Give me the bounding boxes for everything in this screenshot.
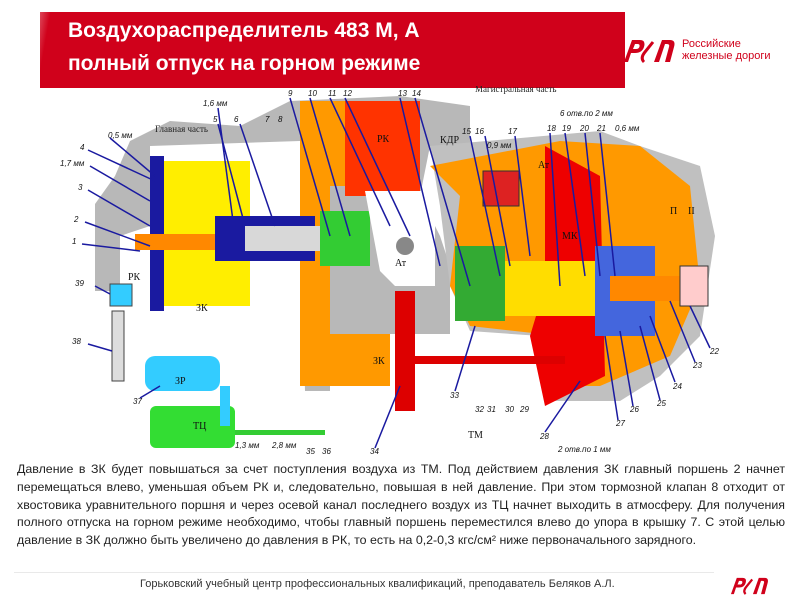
valve-39 [110,284,132,306]
callout-13: 13 [398,89,407,98]
callout-4: 4 [80,143,85,152]
callout-14: 14 [412,89,421,98]
label-at-top: Ат [538,160,550,171]
callout-15: 15 [462,127,471,136]
callout-36: 36 [322,447,331,456]
callout-2: 2 [74,215,79,224]
callout-0-9mm-top: 0,9 мм [487,141,512,150]
label-p: П [670,206,678,217]
brand-line-2: железные дороги [682,50,771,62]
callout-7: 7 [265,115,270,124]
callout-0-6mm: 0,6 мм [615,124,640,133]
right-cap [680,266,708,306]
label-ii: II [688,206,695,217]
callout-32: 32 [475,405,484,414]
callout-27: 27 [616,419,625,428]
callout-11: 11 [328,89,337,98]
label-kdr: КДР [440,135,460,146]
callout-0-5mm: 0,5 мм [108,131,133,140]
label-at-mid: Ат [395,258,407,269]
callout-1: 1 [72,237,77,246]
callout-16: 16 [475,127,484,136]
callout-2-8mm: 2,8 мм [272,441,297,450]
callout-25: 25 [657,399,666,408]
label-tc: ТЦ [193,421,207,432]
piston-rod [245,226,320,251]
callout-9: 9 [288,89,293,98]
label-tm: ТМ [468,430,483,441]
air-distributor-diagram [0,86,800,458]
callout-26: 26 [630,405,639,414]
callout-24: 24 [673,382,682,391]
tm-pipe-red [395,291,415,411]
callout-31: 31 [487,405,496,414]
footer [0,570,800,600]
callout-30: 30 [505,405,514,414]
callout-6: 6 [234,115,239,124]
label-zk-main: ЗК [196,303,208,314]
trunk-green-valve [455,246,505,321]
callout-37: 37 [133,397,142,406]
callout-10: 10 [308,89,317,98]
main-part-label: Главная часть [155,124,209,134]
label-rk-left: РК [128,272,141,283]
kdr-valve [483,171,519,206]
callout-6-holes: 6 отв.по 2 мм [560,109,613,118]
callout-35: 35 [306,447,315,456]
footer-text: Горьковский учебный центр профессиональных квалификаций, преподаватель Беляков А.Л. [140,578,615,590]
footer-divider [14,572,714,573]
valve-38-stem [112,311,124,381]
label-rk-top: РК [377,134,390,145]
title-line-1: Воздухораспределитель 483 М, А [68,19,420,42]
callout-20: 20 [580,124,589,133]
rzd-footer-logo-icon [726,575,774,597]
callout-17: 17 [508,127,517,136]
title-line-2: полный отпуск на горном режиме [68,52,421,75]
callout-19: 19 [562,124,571,133]
callout-39: 39 [75,279,84,288]
callout-1-6mm: 1,6 мм [203,99,228,108]
callout-18: 18 [547,124,556,133]
callout-12: 12 [343,89,352,98]
trunk-yellow-core [500,261,610,316]
callout-3: 3 [78,183,83,192]
brand-block [620,36,795,68]
callout-34: 34 [370,447,379,456]
callout-22: 22 [710,347,719,356]
callout-21: 21 [597,124,606,133]
label-zr: ЗР [175,376,186,387]
callout-33: 33 [450,391,459,400]
callout-1-7mm: 1,7 мм [60,159,85,168]
tm-line-bottom [415,356,565,364]
callout-38: 38 [72,337,81,346]
label-mk: МК [562,231,578,242]
description-paragraph: Давление в ЗК будет повышаться за счет поступления воздуха из ТМ. Под действием давления ЗК главный поршень 2 начнет перемещаться влево, уменьшая объем РК и, следовательно, повышая в ней давление. При этом тормозной клапан 8 отходит от хвостовика уравнительного поршня и через осевой канал последнего воздух из ТЦ начнет выходить в атмосферу. Для получения полного отпуска на горном режиме необходимо, чтобы главный поршень переместился влево до упора в крышку 7. С этой целью давление в ЗК должно быть увеличено до давления в РК, то есть на 0,2-0,3 кгс/см² ниже первоначального зарядного. [17,462,785,548]
callout-23: 23 [693,361,702,370]
trunk-stem [610,276,690,301]
pk-chamber [345,101,420,196]
rzd-logo-icon [620,36,680,66]
callout-5: 5 [213,115,218,124]
callout-28: 28 [540,432,549,441]
callout-2-holes: 2 отв.по 1 мм [558,445,611,454]
zr-pipe [220,386,230,426]
callout-8: 8 [278,115,283,124]
orange-slide [135,234,215,250]
brand-text [682,38,771,62]
label-zk-lower: ЗК [373,356,385,367]
tc-pipe [235,430,325,435]
page-title [68,14,608,80]
brand-line-1: Российские [682,38,741,50]
callout-29: 29 [520,405,529,414]
callout-1-3mm: 1,3 мм [235,441,260,450]
trunk-part-label: Магистральная часть [475,86,557,94]
atmosphere-port [396,237,414,255]
